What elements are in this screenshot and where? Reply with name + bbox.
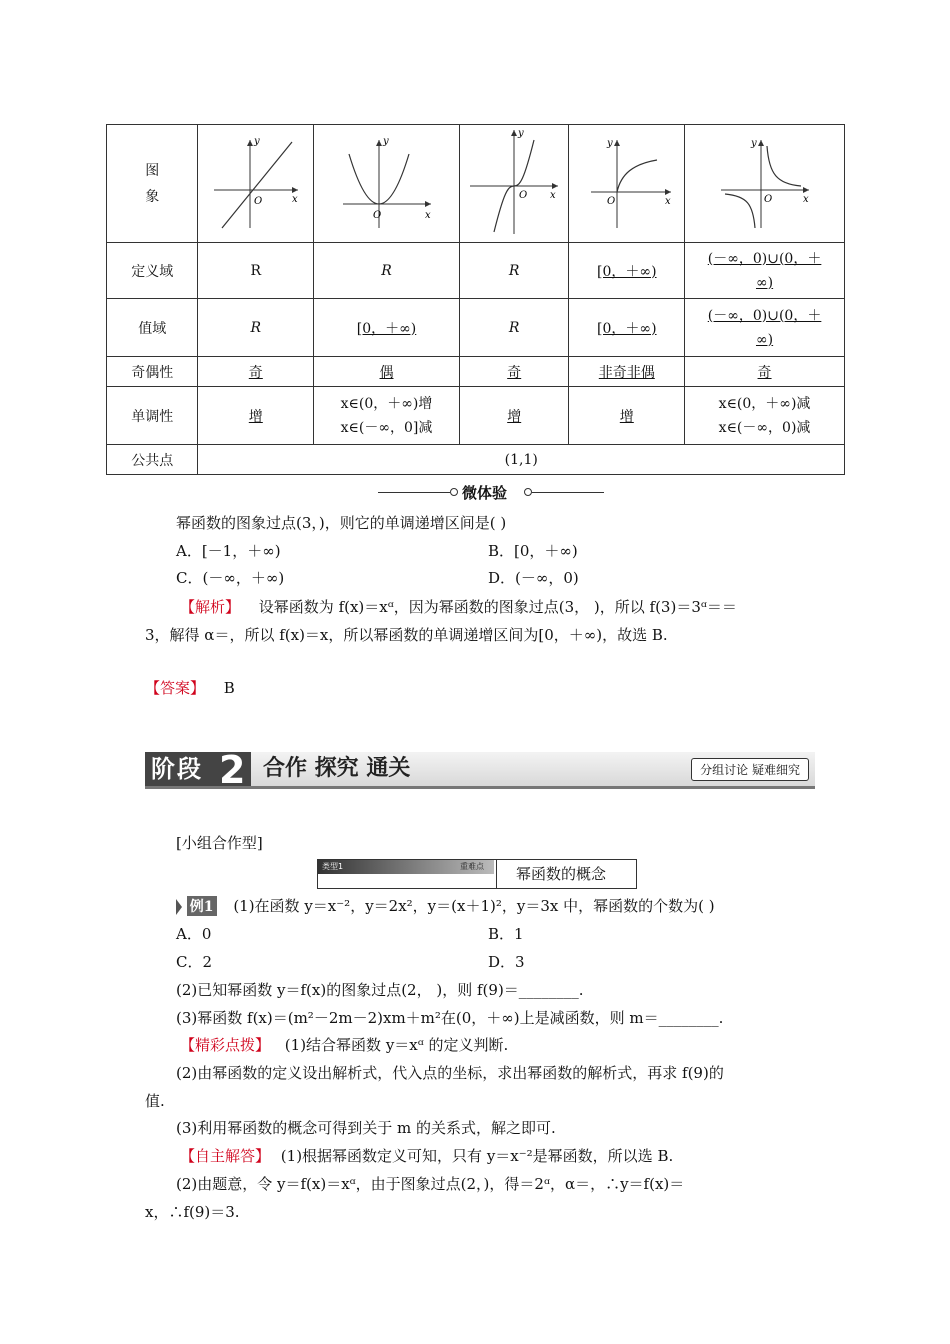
domain-cell-2: R	[314, 243, 460, 299]
hint-tag: 【精彩点拨】	[180, 1036, 271, 1054]
graph-cell-1	[198, 125, 314, 243]
parity-cell-2	[314, 357, 460, 387]
mono-value-3: 增	[507, 408, 522, 425]
banner-stage-number: 2	[219, 748, 246, 792]
row-label-common-point: 公共点	[107, 445, 198, 475]
example-q3: (3)幂函数 f(x)＝(m²－2m－2)xm＋m²在(0，＋∞)上是减函数，则 m＝________.	[176, 1009, 724, 1027]
range-value-5: (－∞，0)∪(0，＋∞)	[707, 307, 822, 348]
trial-option-d: D．(－∞，0)	[488, 569, 579, 587]
example-q1-line	[176, 895, 715, 916]
axis-x-label: x	[550, 189, 556, 201]
domain-value-5: (－∞，0)∪(0，＋∞)	[707, 250, 822, 291]
domain-cell-4	[569, 243, 685, 299]
domain-value-4: [0，＋∞)	[597, 263, 657, 280]
row-label-graph-char1: 图	[145, 162, 160, 179]
parity-cell-5	[685, 357, 845, 387]
range-value-4: [0，＋∞)	[597, 320, 657, 337]
solve-line1	[180, 1145, 673, 1166]
graph-cell-5	[685, 125, 845, 243]
graph-cell-4	[569, 125, 685, 243]
trial-analysis-line2: 3，解得 α＝，所以 f(x)＝x，所以幂函数的单调递增区间为[0，＋∞)，故选 B.	[145, 626, 668, 644]
trial-option-c: C．(－∞，＋∞)	[176, 569, 285, 587]
trial-answer	[145, 677, 235, 698]
axis-y-label: y	[253, 135, 260, 147]
banner-stage: 阶段	[145, 752, 251, 786]
type-tag: 重难点	[460, 862, 484, 871]
parity-cell-3	[459, 357, 569, 387]
range-cell-2	[314, 299, 460, 357]
graph-sqrt	[577, 132, 677, 232]
group-label: [小组合作型]	[176, 834, 263, 852]
type-header-box	[317, 859, 637, 889]
type-title: 幂函数的概念	[516, 865, 607, 883]
example-option-a: A．0	[176, 925, 212, 943]
answer-tag: 【答案】	[145, 679, 206, 697]
axis-y-label: y	[518, 127, 524, 139]
range-cell-5	[685, 299, 845, 357]
mono-cell-2	[314, 387, 460, 445]
analysis-text-1: 设幂函数为 f(x)＝xᵅ，因为幂函数的图象过点(3， )，所以 f(3)＝3ᵅ＝＝	[258, 598, 737, 616]
mono-value-1: 增	[248, 408, 263, 425]
axis-y-label: y	[750, 137, 757, 149]
mono-value-5a: x∈(0，＋∞)减	[718, 395, 811, 412]
example-option-c: C．2	[176, 953, 213, 971]
domain-cell-3: R	[459, 243, 569, 299]
mono-cell-5	[685, 387, 845, 445]
trial-question: 幂函数的图象过点(3，)，则它的单调递增区间是( )	[176, 514, 507, 532]
parity-value-2: 偶	[379, 364, 394, 381]
graph-quadratic	[337, 132, 437, 232]
solve-text-1: (1)根据幂函数定义可知，只有 y＝x⁻²是幂函数，所以选 B.	[280, 1147, 674, 1165]
mono-value-5b: x∈(－∞，0)减	[718, 419, 811, 436]
domain-cell-1: R	[198, 243, 314, 299]
graph-cell-3	[459, 125, 569, 243]
row-label-graph-char2: 象	[145, 188, 160, 205]
mono-cell-4	[569, 387, 685, 445]
mono-value-2b: x∈(－∞，0]减	[340, 419, 433, 436]
origin-label: O	[606, 195, 615, 207]
example-option-d: D．3	[488, 953, 525, 971]
hint-text-1: (1)结合幂函数 y＝xᵅ 的定义判断.	[284, 1036, 509, 1054]
row-label-range: 值域	[107, 299, 198, 357]
domain-cell-5	[685, 243, 845, 299]
axis-x-label: x	[291, 193, 298, 205]
parity-value-5: 奇	[757, 364, 772, 381]
trial-heading: 微体验	[462, 484, 508, 502]
row-label-monotonic: 单调性	[107, 387, 198, 445]
axis-x-label: x	[664, 195, 671, 207]
analysis-tag: 【解析】	[180, 598, 241, 616]
example-q2: (2)已知幂函数 y＝f(x)的图象过点(2， )，则 f(9)＝________.	[176, 981, 584, 999]
trial-option-a: A．[－1，＋∞)	[176, 542, 281, 560]
example-arrow-icon	[176, 899, 182, 915]
origin-label: O	[253, 195, 262, 207]
axis-x-label: x	[424, 209, 431, 221]
power-function-properties-table	[106, 124, 845, 475]
origin-label: O	[372, 209, 381, 221]
mono-cell-1	[198, 387, 314, 445]
banner-tag: 分组讨论 疑难细究	[691, 758, 809, 781]
range-cell-4	[569, 299, 685, 357]
answer-value: B	[223, 679, 235, 697]
parity-value-3: 奇	[507, 364, 522, 381]
range-cell-1: R	[198, 299, 314, 357]
row-label-domain: 定义域	[107, 243, 198, 299]
type-label: 类型1	[322, 862, 344, 871]
hint-text-2a: (2)由幂函数的定义设出解析式，代入点的坐标，求出幂函数的解析式，再求 f(9)的	[176, 1064, 724, 1082]
graph-cubic	[464, 126, 564, 238]
parity-cell-4	[569, 357, 685, 387]
graph-cell-2	[314, 125, 460, 243]
hint-text-2b: 值.	[145, 1092, 165, 1110]
parity-value-4: 非奇非偶	[598, 364, 655, 381]
origin-label: O	[519, 189, 528, 201]
solve-tag: 【自主解答】	[180, 1147, 271, 1165]
row-label-parity: 奇偶性	[107, 357, 198, 387]
parity-value-1: 奇	[248, 364, 263, 381]
trial-heading-bar	[378, 484, 604, 500]
axis-x-label: x	[802, 193, 809, 205]
example-badge: 例1	[187, 896, 217, 916]
range-value-2: [0，＋∞)	[356, 320, 417, 337]
mono-value-4: 增	[619, 408, 634, 425]
example-q1: (1)在函数 y＝x⁻²，y＝2x²，y＝(x＋1)²，y＝3x 中，幂函数的个数为( )	[233, 897, 715, 915]
mono-cell-3	[459, 387, 569, 445]
common-point-value: (1,1)	[198, 445, 845, 475]
origin-label: O	[763, 193, 772, 205]
example-option-b: B．1	[488, 925, 524, 943]
parity-cell-1	[198, 357, 314, 387]
mono-value-2a: x∈(0，＋∞)增	[340, 395, 433, 412]
trial-option-b: B．[0，＋∞)	[488, 542, 578, 560]
axis-y-label: y	[606, 137, 613, 149]
solve-text-2b: x，∴f(9)＝3.	[145, 1203, 240, 1221]
graph-reciprocal	[715, 132, 815, 232]
graph-linear	[206, 132, 306, 232]
banner-title: 合作 探究 通关	[263, 756, 411, 781]
range-cell-3: R	[459, 299, 569, 357]
axis-y-label: y	[382, 135, 389, 147]
row-label-graph	[107, 125, 198, 243]
hint-line1	[180, 1034, 508, 1055]
stage-banner	[145, 748, 815, 792]
solve-text-2a: (2)由题意，令 y＝f(x)＝xᵅ，由于图象过点(2，)，得＝2ᵅ，α＝，∴y＝f(x)＝	[176, 1175, 685, 1193]
hint-text-3: (3)利用幂函数的概念可得到关于 m 的关系式，解之即可.	[176, 1119, 556, 1137]
trial-analysis-line1	[180, 596, 737, 617]
